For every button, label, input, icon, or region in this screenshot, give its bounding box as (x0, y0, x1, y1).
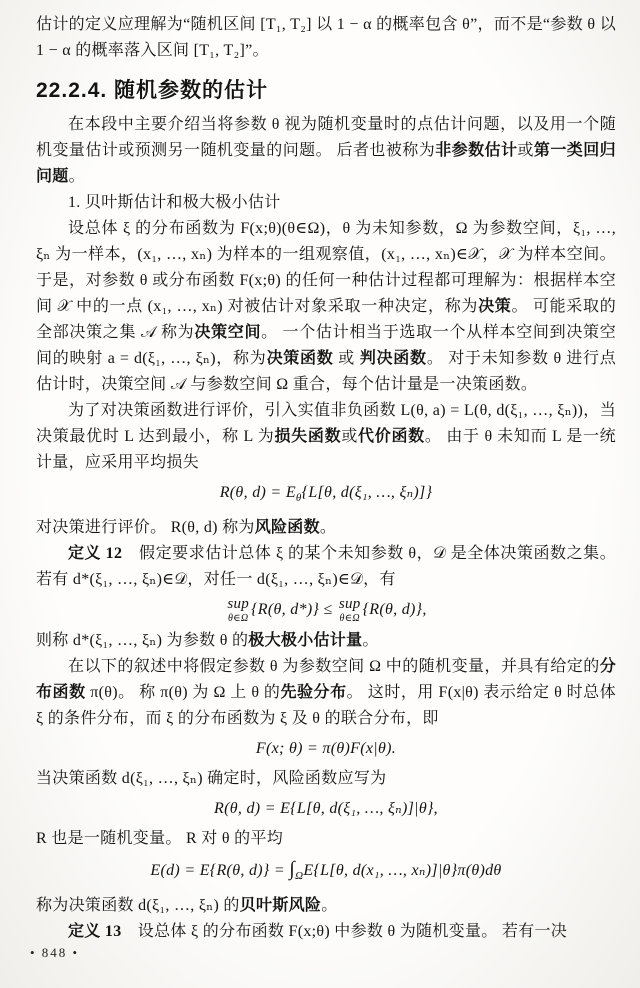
risk-formula-lhs: R(θ, d) = E (219, 484, 296, 501)
list-subheading: 1. 贝叶斯估计和极大极小估计 (68, 194, 281, 211)
conditional-risk-formula: R(θ, d) = E{L[θ, d(ξ₁, …, ξₙ)]|θ}, (214, 800, 438, 818)
setup-paragraph: 设总体 ξ 的分布函数为 F(x;θ)(θ∈Ω)，θ 为未知参数，Ω 为参数空间，ξ₁, …, ξₙ 为一样本，(x₁, …, xₙ) 为样本的一组观察值，(x₁, …, xₙ)∈𝒳，𝒳 为样本空间。 于是，对参数 θ 或分布函数 F(x;θ) 的任何一种估计过程都可理解为：根据样本空间 𝒳 中的一点 (x₁, …, xₙ) 对被估计对象采取一种决定，称为决策。 可能采取的全部决策之集 𝒜 称为决策空间。 一个估计相当于选取一个从样本空间到决策空间的映射 a = d(ξ₁, …, ξₙ)，称为决策函数 或 判决函数。 对于未知参数 θ 进行点估计时，决策空间 𝒜 与参数空间 Ω 重合，每个估计量是一决策函数。 (36, 220, 617, 393)
bayes-formula-pre: E(d) = E{R(θ, d)} = (150, 862, 290, 880)
integral-sign: ∫ (289, 858, 296, 881)
risk-formula-rhs: {L[θ, d(ξ₁, …, ξₙ)]} (301, 484, 433, 501)
overview-paragraph: 在本段中主要介绍当将参数 θ 视为随机变量时的点估计问题，以及用一个随机变量估计或预测另一随机变量的问题。 后者也被称为非参数估计或第一类回归问题。 (36, 116, 616, 185)
minimax-right: {R(θ, d)}, (362, 601, 427, 619)
sup-operator: sup θ∈Ω (338, 596, 361, 625)
random-variable-paragraph: R 也是一随机变量。 R 对 θ 的平均 (36, 830, 284, 848)
loss-paragraph: 为了对决策函数进行评价，引入实值非负函数 L(θ, a) = L(θ, d(ξ₁, …, ξₙ))，当决策最优时 L 达到最小，称 L 为损失函数或代价函数。 由于 θ 未知而 L 是一统计量，应采用平均损失 (36, 402, 616, 471)
minimax-left: {R(θ, d*)} ≤ (251, 601, 337, 619)
joint-distribution-formula: F(x; θ) = π(θ)F(x|θ). (255, 740, 397, 758)
prior-paragraph: 在以下的叙述中将假定参数 θ 为参数空间 Ω 中的随机变量，并具有给定的分布函数 π(θ)。 称 π(θ) 为 Ω 上 θ 的先验分布。 这时，用 F(x|θ) 表示给定 θ 时总体 ξ 的条件分布，而 ξ 的分布函数为 ξ 及 θ 的联合分布，即 (36, 658, 616, 728)
integral-subscript: Ω (295, 870, 304, 883)
decision-fixed-paragraph: 当决策函数 d(ξ₁, …, ξₙ) 确定时，风险函数应写为 (36, 770, 387, 788)
risk-name-paragraph: 对决策进行评价。 R(θ, d) 称为风险函数。 (36, 519, 337, 537)
bayes-risk-paragraph: 称为决策函数 d(ξ₁, …, ξₙ) 的贝叶斯风险。 (36, 897, 338, 915)
definition-12-paragraph: 定义 12 假定要求估计总体 ξ 的某个未知参数 θ，𝒟 是全体决策函数之集。 若有 d*(ξ₁, …, ξₙ)∈𝒟，对任一 d(ξ₁, …, ξₙ)∈𝒟，有 (36, 545, 617, 589)
risk-formula (36, 480, 616, 511)
bayes-formula-post: E{L[θ, d(x₁, …, xₙ)]|θ}π(θ)dθ (303, 862, 502, 880)
section-heading: 22.2.4. 随机参数的估计 (36, 79, 269, 102)
page-number: • 848 • (30, 945, 80, 960)
bayes-risk-formula (36, 856, 616, 889)
intro-paragraph: 估计的定义应理解为“随机区间 [T₁, T₂] 以 1 − α 的概率包含 θ”，而不是“参数 θ 以 1 − α 的概率落入区间 [T₁, T₂]”。 (36, 16, 616, 59)
sup-operator: sup θ∈Ω (227, 596, 250, 625)
minimax-formula (36, 597, 616, 624)
risk-formula-subscript: θ (295, 492, 302, 505)
definition-13-paragraph: 定义 13 设总体 ξ 的分布函数 F(x;θ) 中参数 θ 为随机变量。 若有一决 (68, 923, 568, 941)
minimax-paragraph: 则称 d*(ξ₁, …, ξₙ) 为参数 θ 的极大极小估计量。 (36, 632, 379, 650)
